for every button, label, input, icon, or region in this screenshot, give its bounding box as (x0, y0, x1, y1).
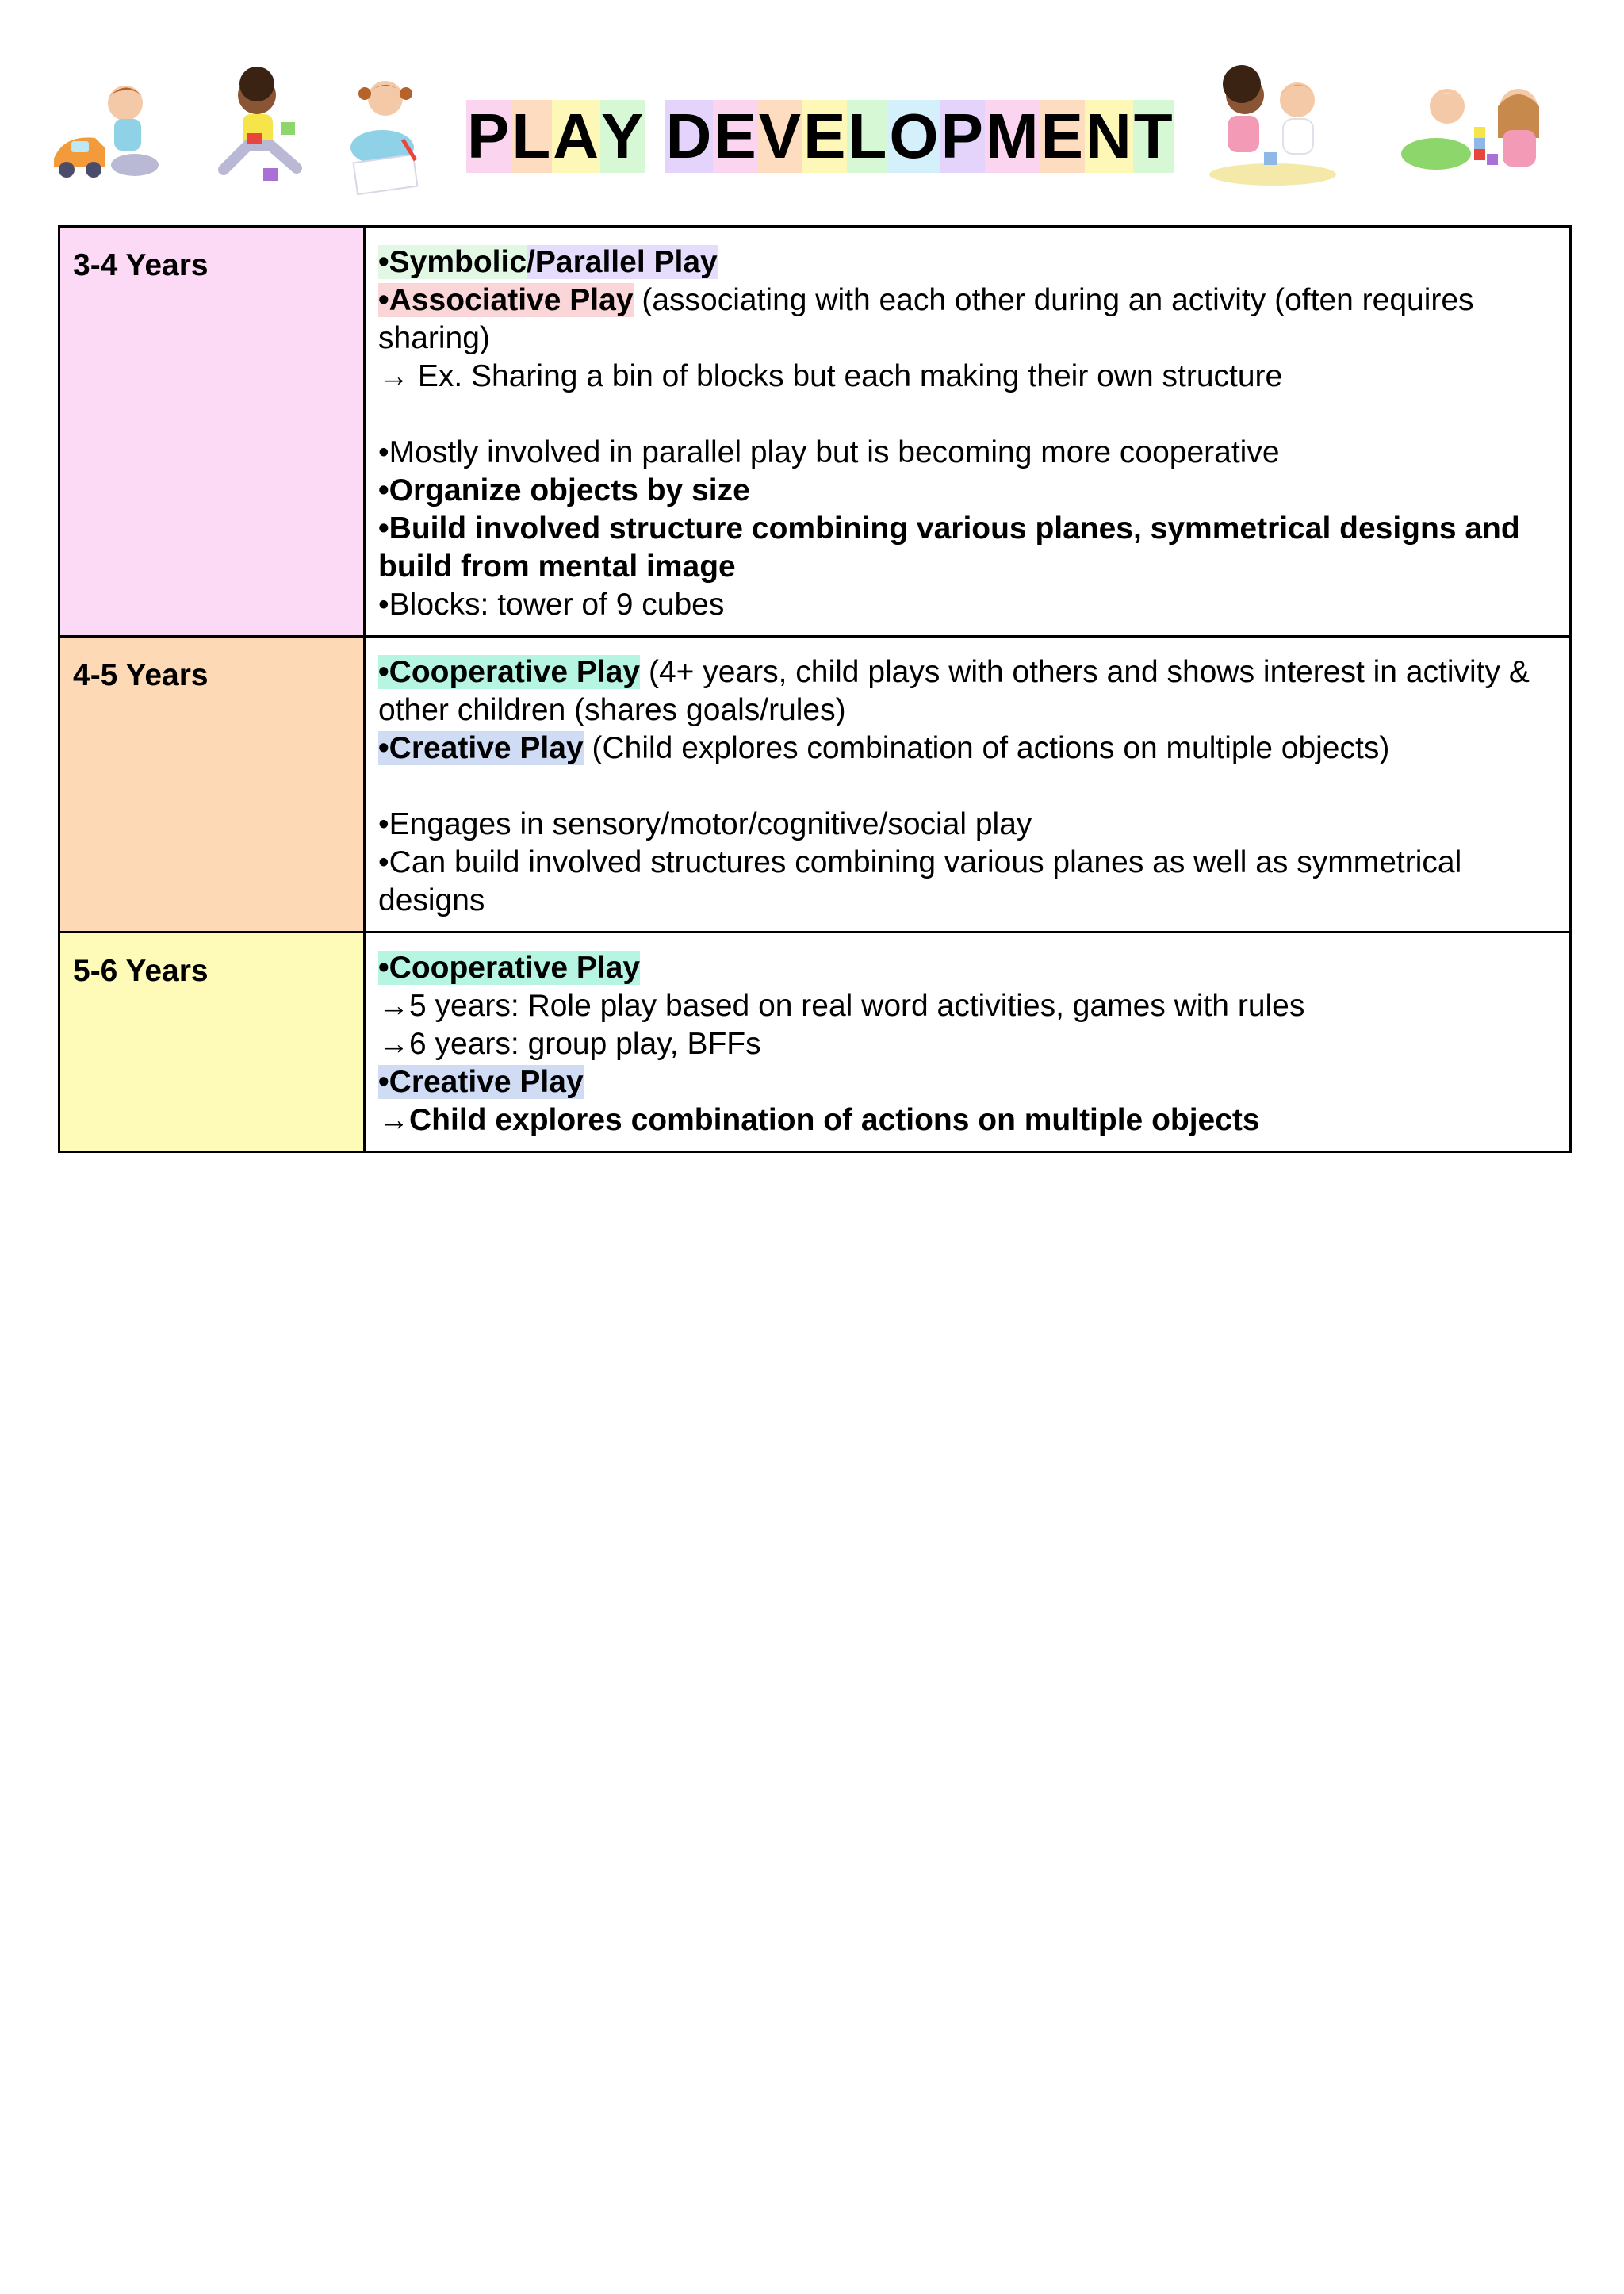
content-cell (365, 637, 1571, 933)
associative-description: (associating with each other during an activity (often requires sharing) (378, 283, 1474, 355)
table-row (59, 933, 1571, 1152)
page-title (466, 98, 1174, 174)
creative-play-label: •Creative Play (378, 1065, 584, 1099)
content-cell (365, 227, 1571, 637)
associative-play-label: •Associative Play (378, 283, 634, 317)
arrow-line: →6 years: group play, BFFs (378, 1027, 761, 1061)
symbolic-play-label: •Symbolic (378, 245, 527, 279)
play-type-line (378, 243, 1557, 281)
title-letter: E (1040, 101, 1084, 171)
cooperative-line (378, 653, 1557, 730)
bullet-line: •Build involved structure combining various planes, symmetrical designs and build from mental image (378, 511, 1520, 584)
title-letter: E (803, 101, 847, 171)
two-children-building-blocks-icon (1392, 75, 1558, 193)
child-stacking-blocks-icon (208, 67, 311, 193)
title-letter: A (553, 101, 600, 171)
play-development-table (58, 225, 1572, 1153)
age-cell: 5-6 Years (59, 933, 365, 1152)
table-row (59, 637, 1571, 933)
child-drawing-icon (333, 71, 436, 198)
arrow-line: →5 years: Role play based on real word activities, games with rules (378, 989, 1305, 1023)
title-letter: L (848, 101, 888, 171)
content-cell (365, 933, 1571, 1152)
title-letter: Y (601, 101, 645, 171)
title-letter: L (511, 101, 552, 171)
title-letter: E (714, 101, 757, 171)
two-children-playing-icon (1197, 63, 1348, 198)
age-cell: 3-4 Years (59, 227, 365, 637)
title-letter: V (758, 101, 802, 171)
creative-play-label: •Creative Play (378, 731, 584, 765)
arrow-line: →Child explores combination of actions on multiple objects (378, 1103, 1260, 1137)
age-cell: 4-5 Years (59, 637, 365, 933)
cooperative-description: (4+ years, child plays with others and shows interest in activity & other children (shares goals/rules) (378, 655, 1530, 727)
associative-line (378, 281, 1557, 358)
creative-line (378, 1063, 1557, 1101)
bullet-line: •Organize objects by size (378, 473, 750, 507)
bullet-line: •Mostly involved in parallel play but is becoming more cooperative (378, 435, 1280, 469)
title-letter: P (940, 101, 984, 171)
title-letter: P (467, 101, 511, 171)
table-row (59, 227, 1571, 637)
spacer (378, 768, 1557, 806)
title-letter (645, 100, 665, 173)
creative-line (378, 730, 1557, 768)
cooperative-play-label: •Cooperative Play (378, 655, 641, 689)
title-letter: N (1085, 101, 1132, 171)
cooperative-play-label: •Cooperative Play (378, 951, 641, 985)
parallel-play-label: /Parallel Play (527, 245, 718, 279)
example-line: → Ex. Sharing a bin of blocks but each making their own structure (378, 359, 1283, 393)
title-letter: O (889, 101, 940, 171)
title-letter: D (665, 101, 713, 171)
child-with-toy-car-icon (48, 71, 174, 190)
cooperative-line (378, 949, 1557, 987)
bullet-line: •Blocks: tower of 9 cubes (378, 588, 725, 622)
title-letter: T (1133, 101, 1174, 171)
title-letter: M (985, 101, 1040, 171)
bullet-line: •Engages in sensory/motor/cognitive/social play (378, 807, 1032, 841)
bullet-line: •Can build involved structures combining various planes as well as symmetrical designs (378, 845, 1462, 917)
creative-description: (Child explores combination of actions on multiple objects) (583, 731, 1390, 765)
spacer (378, 396, 1557, 434)
